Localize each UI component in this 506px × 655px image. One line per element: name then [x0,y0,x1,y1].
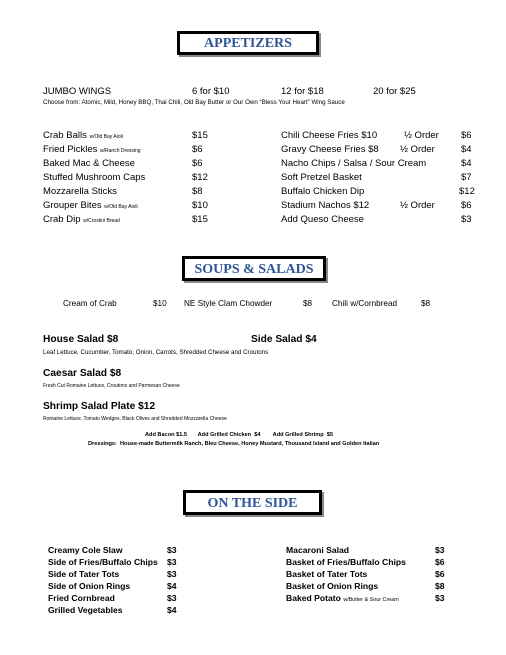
side-price: $8 [435,581,445,591]
app-item: Soft Pretzel Basket [281,172,362,183]
side-item: Basket of Onion Rings [286,581,379,591]
side-price: $3 [167,557,177,567]
side-item: Basket of Fries/Buffalo Chips [286,557,406,567]
app-price: $6 [192,144,203,155]
app-price: $15 [192,130,208,141]
half-order: ½ Order [400,200,435,211]
side-price: $4 [167,605,177,615]
app-item: Buffalo Chicken Dip [281,186,365,197]
app-item: Stadium Nachos $12 [281,200,370,211]
side-price: $3 [435,545,445,555]
side-item: Side of Tater Tots [48,569,120,579]
app-item: Crab Balls w/Old Bay Aioli [43,130,123,141]
app-price: $4 [461,158,472,169]
side-price: $3 [167,545,177,555]
app-item: Stuffed Mushroom Caps [43,172,146,183]
side-header [183,490,322,515]
side-item: Side of Onion Rings [48,581,131,591]
caesar-salad-desc: Fresh Cut Romaine Lettuce, Croutons and Parmesan Cheese [43,383,180,389]
wings-name: JUMBO WINGS [43,86,112,97]
side-item: Grilled Vegetables [48,605,123,615]
app-price: $6 [461,130,472,141]
app-item: Grouper Bites w/Old Bay Aioli [43,200,138,211]
side-item: Macaroni Salad [286,545,350,555]
half-order: ½ Order [404,130,439,141]
app-price: $6 [192,158,203,169]
soup-name: Chili w/Cornbread [332,299,398,308]
salad-adds: Add Bacon $1.5 Add Grilled Chicken $4 Add Grilled Shrimp $5 [145,432,333,438]
wings-price-20: 20 for $25 [373,86,416,97]
wings-price-6: 6 for $10 [192,86,230,97]
app-item: Gravy Cheese Fries $8 [281,144,379,155]
app-item: Chili Cheese Fries $10 [281,130,378,141]
app-item: Baked Mac & Cheese [43,158,135,169]
app-price: $12 [192,172,208,183]
app-item: Fried Pickles w/Ranch Dressing [43,144,141,155]
soups-header [182,256,326,281]
dressings: Dressings: House-made Buttermilk Ranch, Bleu Cheese, Honey Mustard, Thousand Island and Golden Italian [88,441,380,447]
side-item: Basket of Tater Tots [286,569,368,579]
side-price: $3 [167,593,177,603]
soup-price: $10 [153,299,167,308]
app-price: $6 [461,200,472,211]
soup-name: Cream of Crab [63,299,117,308]
house-salad: House Salad $8 [43,334,119,345]
app-item: Crab Dip w/Crostini Bread [43,214,120,225]
side-item: Baked Potato w/Butter & Sour Cream [286,593,399,603]
side-price: $3 [167,569,177,579]
caesar-salad: Caesar Salad $8 [43,368,122,379]
side-price: $3 [435,593,445,603]
app-item: Add Queso Cheese [281,214,364,225]
soup-price: $8 [303,299,313,308]
app-price: $15 [192,214,208,225]
app-price: $8 [192,186,203,197]
app-item: Nacho Chips / Salsa / Sour Cream [281,158,427,169]
appetizers-header [177,31,319,55]
app-price: $12 [459,186,475,197]
side-price: $4 [167,581,177,591]
house-salad-desc: Leaf Lettuce, Cucumber, Tomato, Onion, Carrots, Shredded Cheese and Croutons [43,349,269,356]
side-price: $6 [435,557,445,567]
app-price: $7 [461,172,472,183]
side-title: ON THE SIDE [207,496,298,511]
wings-note: Choose from: Atomic, Mild, Honey BBQ, Thai Chili, Old Bay Butter or Our Own “Bless Your Heart” Wing Sauce [43,99,345,106]
side-item: Creamy Cole Slaw [48,545,123,555]
app-price: $3 [461,214,472,225]
app-price: $4 [461,144,472,155]
soup-price: $8 [421,299,431,308]
half-order: ½ Order [400,144,435,155]
soups-title: SOUPS & SALADS [194,262,314,277]
side-price: $6 [435,569,445,579]
appetizers-title: APPETIZERS [204,36,292,51]
app-item: Mozzarella Sticks [43,186,117,197]
side-salad: Side Salad $4 [251,334,317,345]
shrimp-salad-desc: Romaine Lettuce, Tomato Wedges, Black Olives and Shredded Mozzarella Cheese [43,416,227,422]
app-price: $10 [192,200,208,211]
shrimp-salad: Shrimp Salad Plate $12 [43,401,156,412]
soup-name: NE Style Clam Chowder [184,299,273,308]
side-item: Fried Cornbread [48,593,115,603]
wings-price-12: 12 for $18 [281,86,324,97]
side-item: Side of Fries/Buffalo Chips [48,557,158,567]
